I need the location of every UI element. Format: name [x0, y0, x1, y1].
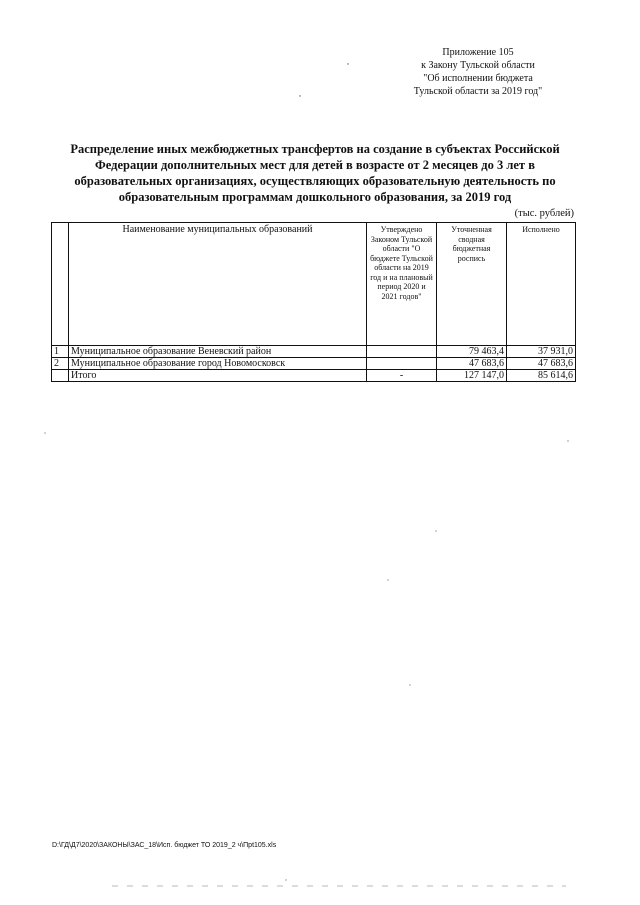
units-label: (тыс. рублей) [514, 208, 574, 219]
row-index: 1 [52, 346, 69, 358]
row-executed: 47 683,6 [507, 358, 576, 370]
row-name: Муниципальное образование Веневский район [69, 346, 367, 358]
title-line-4: образовательным программам дошкольного образования, за 2019 год [118, 190, 512, 204]
header-name: Наименование муниципальных образований [69, 223, 367, 346]
appendix-line-4: Тульской области за 2019 год" [413, 86, 543, 97]
header-executed: Исполнено [507, 223, 576, 346]
row-refined: 47 683,6 [437, 358, 507, 370]
file-path-footer: D:\ГД\Д7\2020\ЗАКОНЫ\ЗАС_18\Исп. бюджет ТО 2019_2 ч\Пpt105.xls [52, 842, 277, 849]
title-line-3: образовательных организациях, осуществляющих образовательную деятельность по [74, 174, 556, 188]
appendix-line-3: "Об исполнении бюджета [423, 73, 533, 84]
row-index: 2 [52, 358, 69, 370]
total-approved: - [367, 370, 437, 382]
row-executed: 37 931,0 [507, 346, 576, 358]
header-approved: Утверждено Законом Тульской области "О бюджете Тульской области на 2019 год и на плановый период 2020 и 2021 годов" [367, 223, 437, 346]
row-name: Муниципальное образование город Новомосковск [69, 358, 367, 370]
header-refined: Уточненная сводная бюджетная роспись [437, 223, 507, 346]
appendix-line-2: к Закону Тульской области [421, 60, 535, 71]
total-name: Итого [69, 370, 367, 382]
appendix-line-1: Приложение 105 [442, 47, 514, 58]
title-line-2: Федерации дополнительных мест для детей в возрасте от 2 месяцев до 3 лет в [95, 158, 535, 172]
total-refined: 127 147,0 [437, 370, 507, 382]
row-refined: 79 463,4 [437, 346, 507, 358]
title-line-1: Распределение иных межбюджетных трансфертов на создание в субъектах Российской [70, 142, 560, 156]
total-executed: 85 614,6 [507, 370, 576, 382]
